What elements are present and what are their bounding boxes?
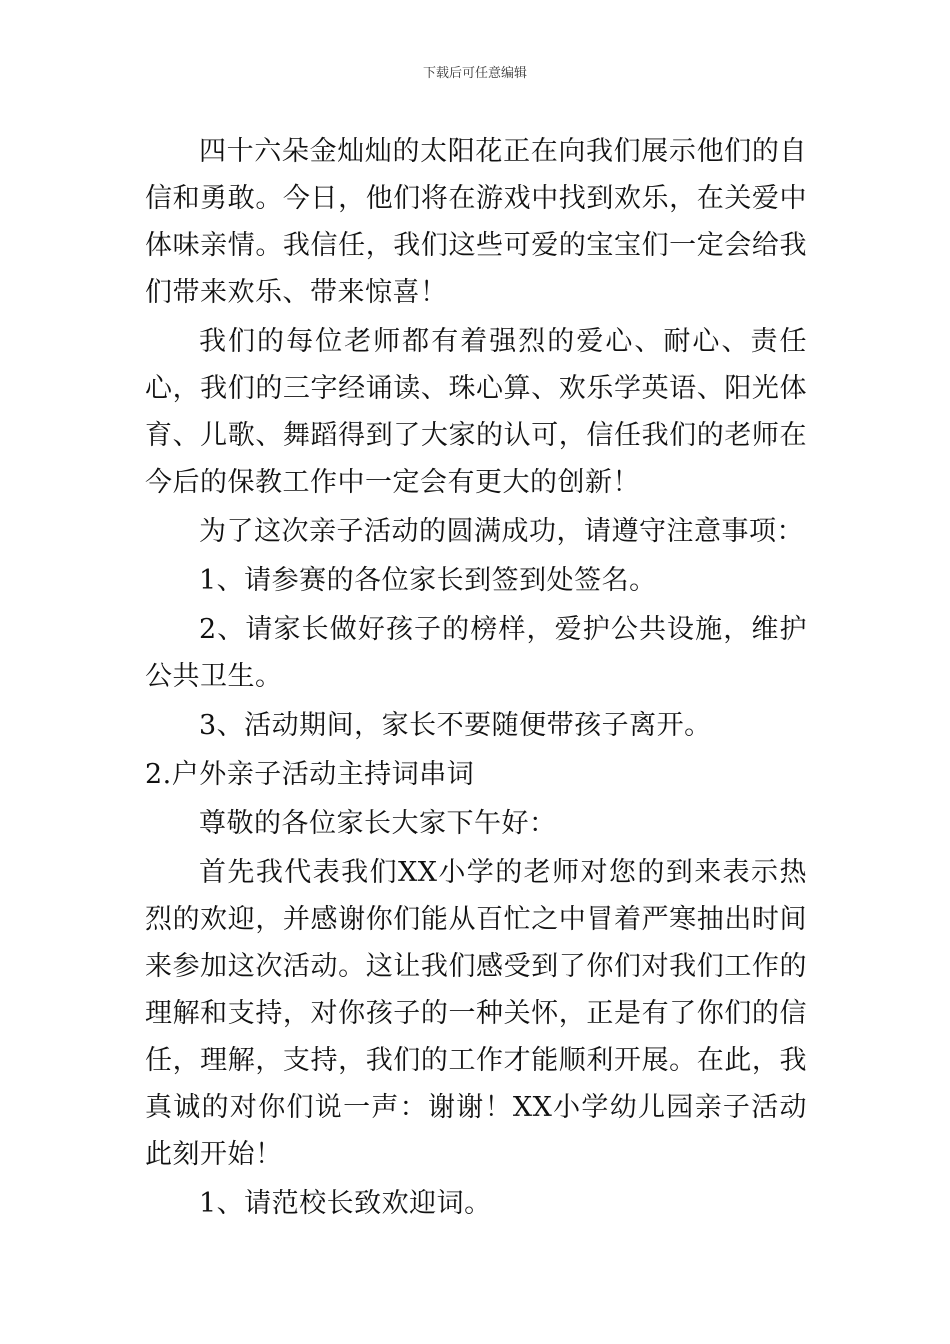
section-heading: 2.户外亲子活动主持词串词 [145, 759, 475, 790]
notice-item-2: 2、请家长做好孩子的榜样，爱护公共设施，维护公共卫生。 [145, 614, 807, 692]
page-header: 下载后可任意编辑 [422, 66, 527, 81]
notice-item-1: 1、请参赛的各位家长到签到处签名。 [199, 565, 657, 596]
paragraph-notice-intro: 为了这次亲子活动的圆满成功，请遵守注意事项： [199, 516, 804, 547]
paragraph-greeting: 尊敬的各位家长大家下午好： [199, 808, 557, 839]
paragraph-intro-children: 四十六朵金灿灿的太阳花正在向我们展示他们的自信和勇敢。今日，他们将在游戏中找到欢乐，在关爱中体味亲情。我信任，我们这些可爱的宝宝们一定会给我们带来欢乐、带来惊喜！ [145, 136, 807, 308]
document-body [145, 128, 807, 1227]
paragraph-welcome: 首先我代表我们XX小学的老师对您的到来表示热烈的欢迎，并感谢你们能从百忙之中冒着严寒抽出时间来参加这次活动。这让我们感受到了你们对我们工作的理解和支持，对你孩子的一种关怀，正是有了你们的信任，理解，支持，我们的工作才能顺利开展。在此，我真诚的对你们说一声：谢谢！XX小学幼儿园亲子活动此刻开始！ [145, 857, 807, 1170]
program-item-1: 1、请范校长致欢迎词。 [199, 1188, 492, 1219]
paragraph-teachers: 我们的每位老师都有着强烈的爱心、耐心、责任心，我们的三字经诵读、珠心算、欢乐学英语、阳光体育、儿歌、舞蹈得到了大家的认可，信任我们的老师在今后的保教工作中一定会有更大的创新！ [145, 326, 807, 498]
notice-item-3: 3、活动期间，家长不要随便带孩子离开。 [199, 710, 712, 741]
